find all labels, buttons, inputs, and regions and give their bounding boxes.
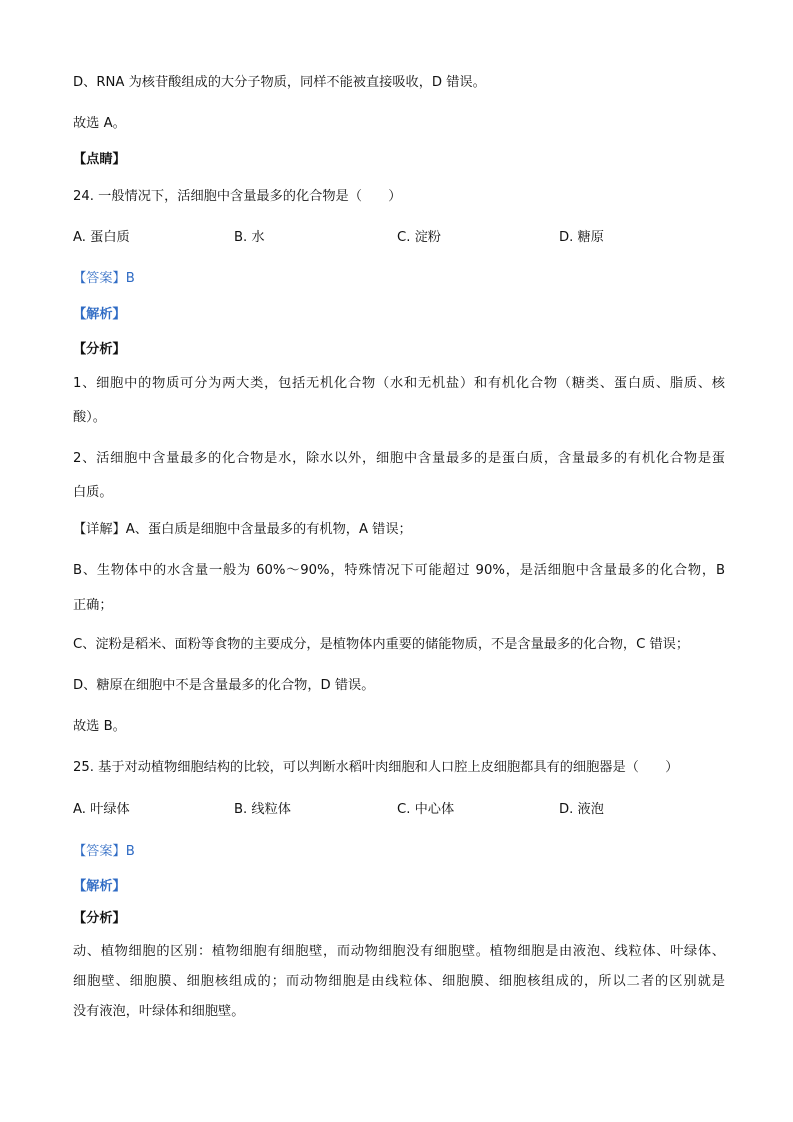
q25-answer: 【答案】B: [73, 844, 135, 859]
q25-analysis-1: 动、植物细胞的区别：植物细胞有细胞壁，而动物细胞没有细胞壁。植物细胞是由液泡、线粒体、叶绿体、: [73, 944, 725, 959]
q24-detail-c: C、淀粉是稻米、面粉等食物的主要成分，是植物体内重要的储能物质，不是含量最多的化合物，C 错误；: [73, 637, 690, 652]
q24-answer: 【答案】B: [73, 271, 135, 286]
option-d-explanation: D、RNA 为核苷酸组成的大分子物质，同样不能被直接吸收，D 错误。: [73, 75, 486, 90]
q25-fenxi-heading: 【分析】: [73, 911, 126, 926]
q24-detail-d: D、糖原在细胞中不是含量最多的化合物，D 错误。: [73, 678, 375, 693]
q24-analysis-1b: 酸）。: [73, 410, 106, 425]
q24-fenxi-heading: 【分析】: [73, 342, 126, 357]
q25-option-c: C. 中心体: [397, 802, 455, 817]
question-24: 24. 一般情况下，活细胞中含量最多的化合物是（ ）: [73, 189, 402, 204]
q25-option-d: D. 液泡: [559, 802, 604, 817]
q25-option-b: B. 线粒体: [234, 802, 291, 817]
q25-option-a: A. 叶绿体: [73, 802, 130, 817]
q24-jiexi-heading: 【解析】: [73, 307, 126, 322]
q24-analysis-1a: 1、细胞中的物质可分为两大类，包括无机化合物（水和无机盐）和有机化合物（糖类、蛋白质、脂质、核: [73, 376, 725, 391]
q24-analysis-2b: 白质。: [73, 485, 113, 500]
q25-jiexi-heading: 【解析】: [73, 879, 126, 894]
q24-detail-a: 【详解】A、蛋白质是细胞中含量最多的有机物，A 错误；: [73, 522, 412, 537]
q25-analysis-3: 没有液泡，叶绿体和细胞壁。: [73, 1004, 245, 1019]
answer-choice-line: 故选 A。: [73, 116, 126, 131]
q24-analysis-2a: 2、活细胞中含量最多的化合物是水，除水以外，细胞中含量最多的是蛋白质，含量最多的有机化合物是蛋: [73, 451, 725, 466]
q24-option-d: D. 糖原: [559, 230, 604, 245]
q24-detail-b1: B、生物体中的水含量一般为 60%～90%，特殊情况下可能超过 90%，是活细胞中含量最多的化合物，B: [73, 563, 725, 578]
q24-option-b: B. 水: [234, 230, 265, 245]
dianjing-heading: 【点睛】: [73, 152, 126, 167]
q24-detail-b2: 正确；: [73, 598, 113, 613]
q25-analysis-2: 细胞壁、细胞膜、细胞核组成的；而动物细胞是由线粒体、细胞膜、细胞核组成的，所以二者的区别就是: [73, 974, 725, 989]
q24-choice: 故选 B。: [73, 719, 126, 734]
q24-option-a: A. 蛋白质: [73, 230, 130, 245]
q24-option-c: C. 淀粉: [397, 230, 441, 245]
question-25: 25. 基于对动植物细胞结构的比较，可以判断水稻叶肉细胞和人口腔上皮细胞都具有的细胞器是（ ）: [73, 760, 679, 775]
